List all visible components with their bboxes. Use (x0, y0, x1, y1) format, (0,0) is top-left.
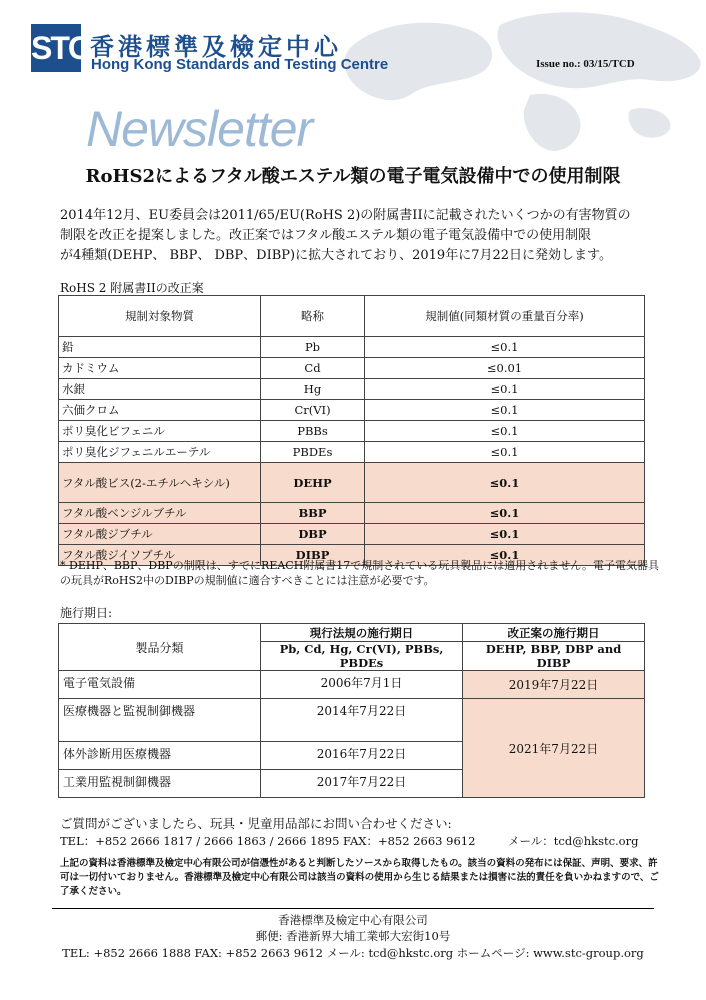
footer-company-name: 香港標準及檢定中心有限公司 (278, 913, 428, 927)
substance-limit: ≤0.1 (365, 400, 645, 421)
table1-caption: RoHS 2 附属書IIの改正案 (60, 281, 204, 295)
newsletter-masthead: Newsletter (86, 101, 313, 157)
header-category: 製品分類 (59, 624, 261, 671)
table-row (59, 699, 645, 742)
table-row-highlighted (59, 524, 645, 545)
substance-name: ポリ臭化ビフェニル (59, 421, 261, 442)
table-row (59, 671, 645, 699)
footer-contact: TEL: +852 2666 1888 FAX: +852 2663 9612 メール: tcd@hkstc.org ホームページ: www.stc-group.org (62, 946, 644, 960)
substance-name: 水銀 (59, 379, 261, 400)
table2-caption: 施行期日: (60, 606, 113, 620)
substance-name: フタル酸ベンジルブチル (59, 503, 261, 524)
issue-number: Issue no.: 03/15/TCD (536, 58, 635, 70)
header-abbr: 略称 (261, 296, 365, 337)
substance-abbr: Hg (261, 379, 365, 400)
table-footnote: * DEHP、BBP、DBPの制限は、すでにREACH附属書17で規制されている玩具製品には適用されません。電子電気器具の玩具がRoHS2中のDIBPの規制値に適合すべきことには注意が必要です。 (60, 559, 659, 587)
table-row-highlighted (59, 463, 645, 503)
substance-limit: ≤0.01 (365, 358, 645, 379)
contact-tel: TEL：+852 2666 1817 / 2666 1863 / 2666 1895 (60, 834, 340, 848)
substance-abbr: DBP (261, 524, 365, 545)
substance-limit: ≤0.1 (365, 503, 645, 524)
substance-name: ポリ臭化ジフェニルエーテル (59, 442, 261, 463)
substance-limit: ≤0.1 (365, 421, 645, 442)
table-row-highlighted (59, 503, 645, 524)
header-current: 現行法規の施行期日 (261, 624, 463, 642)
org-name-english: Hong Kong Standards and Testing Centre (91, 56, 389, 73)
substance-limit: ≤0.1 (365, 379, 645, 400)
header-amend-substances: DEHP, BBP, DBP and DIBP (463, 642, 645, 671)
table-header-row (59, 624, 645, 642)
contact-email[interactable]: メール：tcd@hkstc.org (508, 834, 639, 848)
substance-abbr: BBP (261, 503, 365, 524)
current-effective-date: 2014年7月22日 (261, 699, 463, 742)
product-category: 工業用監視制御機器 (59, 770, 261, 798)
contact-intro: ご質問がございましたら、玩具・児童用品部にお問い合わせください: (60, 816, 452, 831)
intro-line: 制限を改正を提案しました。改正案ではフタル酸エステル類の電子電気設備中での使用制限 (60, 228, 592, 243)
amend-effective-date: 2019年7月22日 (463, 671, 645, 699)
substance-limit: ≤0.1 (365, 442, 645, 463)
stc-logo-text: STC (31, 30, 89, 66)
header-amend: 改正案の施行期日 (463, 624, 645, 642)
substance-abbr: PBBs (261, 421, 365, 442)
intro-line: が4種類(DEHP、 BBP、 DBP、DIBP)に拡大されており、2019年に7月22日に発効します。 (60, 248, 612, 263)
effective-dates-table (58, 623, 645, 798)
substance-limits-table (58, 295, 645, 566)
substance-name: フタル酸ジイソブチル (59, 545, 261, 566)
substance-name: フタル酸ビス(2-エチルヘキシル) (59, 463, 261, 503)
header-limit: 規制値(同類材質の重量百分率) (365, 296, 645, 337)
table-row (59, 337, 645, 358)
table-row (59, 442, 645, 463)
substance-name: フタル酸ジブチル (59, 524, 261, 545)
world-map-watermark (300, 0, 706, 160)
table-row (59, 400, 645, 421)
amend-effective-date-merged: 2021年7月22日 (463, 699, 645, 798)
substance-limit: ≤0.1 (365, 524, 645, 545)
substance-abbr: DIBP (261, 545, 365, 566)
substance-abbr: Cd (261, 358, 365, 379)
intro-paragraph (60, 206, 660, 266)
footer-divider (52, 908, 654, 909)
current-effective-date: 2016年7月22日 (261, 742, 463, 770)
contact-fax: FAX：+852 2663 9612 (343, 834, 476, 848)
current-effective-date: 2006年7月1日 (261, 671, 463, 699)
table-header-row (59, 296, 645, 337)
substance-abbr: PBDEs (261, 442, 365, 463)
org-name-chinese: 香港標準及檢定中心 (90, 33, 342, 61)
substance-abbr: Pb (261, 337, 365, 358)
product-category: 電子電気設備 (59, 671, 261, 699)
table-row (59, 379, 645, 400)
disclaimer: 上記の資料は香港標準及檢定中心有限公司が信憑性があると判断したソースから取得したもの。該当の資料の発布には保証、声明、要求、許可は一切付いておりません。香港標準及檢定中心有限公司は該当の資料の使用から生じる結果または損害に法的責任を負いかねますので、ご了承ください。 (60, 858, 659, 897)
substance-limit: ≤0.1 (365, 545, 645, 566)
current-effective-date: 2017年7月22日 (261, 770, 463, 798)
article-title: RoHS2によるフタル酸エステル類の電子電気設備中での使用制限 (85, 166, 621, 187)
table-row (59, 421, 645, 442)
substance-abbr: DEHP (261, 463, 365, 503)
substance-name: 六価クロム (59, 400, 261, 421)
substance-abbr: Cr(VI) (261, 400, 365, 421)
substance-name: 鉛 (59, 337, 261, 358)
header-current-substances: Pb, Cd, Hg, Cr(VI), PBBs, PBDEs (261, 642, 463, 671)
header-substance: 規制対象物質 (59, 296, 261, 337)
table-row (59, 358, 645, 379)
product-category: 医療機器と監視制御機器 (59, 699, 261, 742)
product-category: 体外診断用医療機器 (59, 742, 261, 770)
footer-address: 郵便: 香港新界大埔工業邨大宏街10号 (255, 929, 451, 943)
substance-limit: ≤0.1 (365, 463, 645, 503)
substance-name: カドミウム (59, 358, 261, 379)
substance-limit: ≤0.1 (365, 337, 645, 358)
intro-line: 2014年12月、EU委員会は2011/65/EU(RoHS 2)の附属書IIに記載されたいくつかの有害物質の (60, 208, 631, 223)
